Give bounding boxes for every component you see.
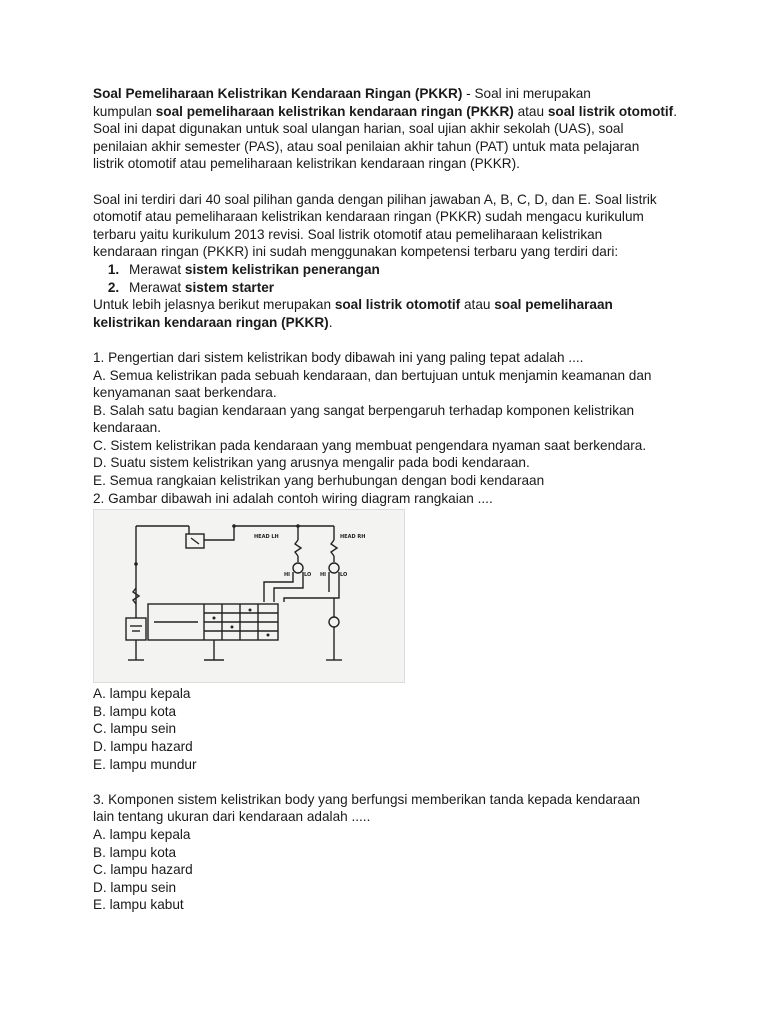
competency-item: 2. Merawat sistem starter (123, 279, 683, 297)
q1-option-a: A. Semua kelistrikan pada sebuah kendaraan, dan bertujuan untuk menjamin keamanan dan (93, 367, 652, 383)
q1-option-a-cont: kenyamanan saat berkendara. (93, 385, 277, 401)
label-head-rh: HEAD RH (340, 534, 366, 541)
q3-option-e: E. lampu kabut (93, 897, 184, 913)
para3-line-2: kelistrikan kendaraan ringan (PKKR). (93, 314, 333, 330)
label-head-lh: HEAD LH (254, 534, 279, 541)
para2-line-1: Soal ini terdiri dari 40 soal pilihan ganda dengan pilihan jawaban A, B, C, D, dan E. Soal listrik (93, 191, 657, 207)
intro-line-3: Soal ini dapat digunakan untuk soal ulangan harian, soal ujian akhir sekolah (UAS), soal (93, 121, 624, 137)
question-2: 2. Gambar dibawah ini adalah contoh wiring diagram rangkaian .... (93, 490, 493, 506)
label-lo-left: LO (304, 572, 312, 579)
q1-option-b-cont: kendaraan. (93, 420, 162, 436)
intro-line-4: penilaian akhir semester (PAS), atau soal penilaian akhir tahun (PAT) untuk mata pelajaran (93, 138, 640, 154)
q2-option-d: D. lampu hazard (93, 739, 193, 755)
q3-option-d: D. lampu sein (93, 879, 177, 895)
question-3: 3. Komponen sistem kelistrikan body yang berfungsi memberikan tanda kepada kendaraan (93, 791, 641, 807)
label-hi-left: HI (284, 572, 291, 579)
wiring-diagram (93, 509, 405, 683)
competency-list (93, 261, 683, 296)
q1-option-c: C. Sistem kelistrikan pada kendaraan yang membuat pengendara nyaman saat berkendara. (93, 437, 647, 453)
label-hi-right: HI (320, 572, 327, 579)
question-1: 1. Pengertian dari sistem kelistrikan body dibawah ini yang paling tepat adalah .... (93, 349, 584, 365)
para2-line-4: kendaraan ringan (PKKR) ini sudah menggunakan kompetensi terbaru yang terdiri dari: (93, 244, 619, 260)
q2-option-e: E. lampu mundur (93, 756, 197, 772)
q1-option-d: D. Suatu sistem kelistrikan yang arusnya mengalir pada bodi kendaraan. (93, 455, 530, 471)
intro-title: Soal Pemeliharaan Kelistrikan Kendaraan Ringan (PKKR) (93, 86, 463, 101)
intro-line-1: Soal Pemeliharaan Kelistrikan Kendaraan Ringan (PKKR) - Soal ini merupakan (93, 86, 591, 101)
question-3-cont: lain tentang ukuran dari kendaraan adalah ..... (93, 809, 371, 825)
wiring-diagram-svg (94, 510, 404, 682)
para2-line-3: terbaru yaitu kurikulum 2013 revisi. Soal listrik otomotif atau pemeliharaan kelistrikan (93, 226, 603, 242)
q1-option-b: B. Salah satu bagian kendaraan yang sangat berpengaruh terhadap komponen kelistrikan (93, 402, 635, 418)
intro-line-2: kumpulan soal pemeliharaan kelistrikan kendaraan ringan (PKKR) atau soal listrik otomotif. (93, 103, 677, 119)
competency-item: 1. Merawat sistem kelistrikan penerangan (123, 261, 683, 279)
q3-option-c: C. lampu hazard (93, 862, 193, 878)
label-lo-right: LO (340, 572, 348, 579)
intro-line-5: listrik otomotif atau pemeliharaan kelistrikan kendaraan ringan (PKKR). (93, 156, 520, 172)
q2-option-b: B. lampu kota (93, 703, 177, 719)
para3-line-1: Untuk lebih jelasnya berikut merupakan soal listrik otomotif atau soal pemeliharaan (93, 297, 613, 313)
q2-option-a: A. lampu kepala (93, 686, 191, 702)
document-body (93, 85, 683, 914)
q2-option-c: C. lampu sein (93, 721, 177, 737)
q1-option-e: E. Semua rangkaian kelistrikan yang berhubungan dengan bodi kendaraan (93, 473, 545, 489)
q3-option-b: B. lampu kota (93, 844, 177, 860)
q3-option-a: A. lampu kepala (93, 827, 191, 842)
para2-line-2: otomotif atau pemeliharaan kelistrikan kendaraan ringan (PKKR) sudah mengacu kurikulum (93, 209, 644, 225)
